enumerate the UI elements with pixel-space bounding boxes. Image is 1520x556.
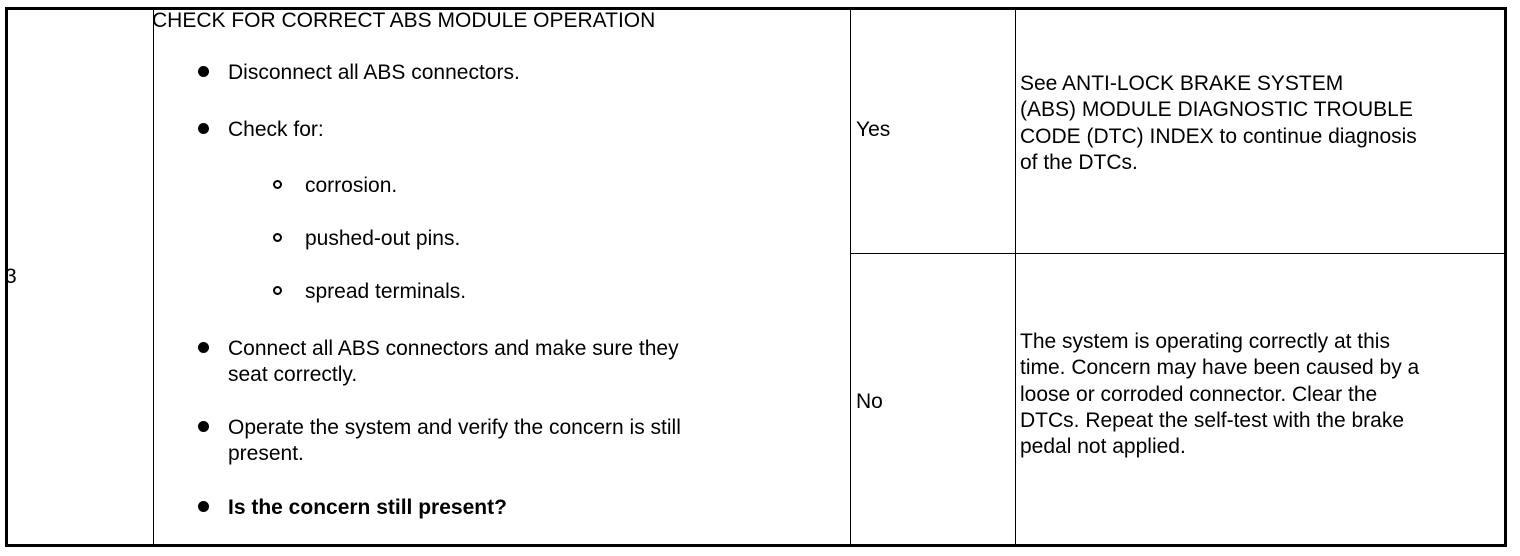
circle-bullet-icon: [273, 233, 282, 242]
check-text: pushed-out pins.: [305, 227, 461, 250]
result-yes-line: (ABS) MODULE DIAGNOSTIC TROUBLE: [1020, 98, 1413, 122]
instruction-text: Connect all ABS connectors and make sure they: [228, 336, 679, 360]
result-no-line: DTCs. Repeat the self-test with the brake: [1020, 408, 1404, 432]
instruction-item: [152, 117, 842, 143]
check-item: [152, 226, 842, 252]
instruction-text: Disconnect all ABS connectors.: [228, 61, 520, 85]
question-text: Is the concern still present?: [228, 495, 507, 519]
bullet-icon: [198, 501, 209, 512]
result-yes: [1020, 71, 1500, 176]
column-divider-action: [850, 10, 851, 544]
check-item: [152, 279, 842, 305]
instruction-item: [152, 415, 842, 468]
bullet-icon: [198, 123, 209, 134]
bullet-icon: [198, 421, 209, 432]
column-divider-answer: [1015, 10, 1016, 544]
row-divider-yes-no: [851, 253, 1504, 254]
result-no-line: The system is operating correctly at this: [1020, 330, 1390, 353]
result-yes-line: CODE (DTC) INDEX to continue diagnosis: [1020, 124, 1417, 148]
result-no-line: loose or corroded connector. Clear the: [1020, 382, 1378, 406]
bullet-icon: [198, 342, 209, 353]
check-text: corrosion.: [305, 173, 398, 197]
instruction-text: Operate the system and verify the concern is still: [228, 416, 681, 439]
instruction-text-continued: present.: [228, 442, 304, 466]
bullet-icon: [198, 66, 209, 77]
result-yes-line: of the DTCs.: [1020, 150, 1138, 174]
circle-bullet-icon: [273, 286, 282, 295]
circle-bullet-icon: [273, 180, 282, 189]
result-no-line: time. Concern may have been caused by a: [1020, 356, 1420, 380]
instruction-item: [152, 60, 842, 86]
step-title: CHECK FOR CORRECT ABS MODULE OPERATION: [152, 9, 656, 32]
test-step-cell: [152, 8, 842, 521]
answer-no: No: [856, 390, 883, 413]
step-number: 3: [5, 265, 17, 288]
check-item: [152, 173, 842, 199]
step-instructions: [152, 60, 842, 521]
answer-yes: Yes: [856, 118, 891, 141]
result-yes-line: See ANTI-LOCK BRAKE SYSTEM: [1020, 72, 1344, 95]
instruction-item: [152, 336, 842, 389]
instruction-item-question: [152, 495, 842, 521]
instruction-text-continued: seat correctly.: [228, 362, 358, 386]
result-no: [1020, 329, 1500, 460]
instruction-text: Check for:: [228, 117, 324, 141]
result-no-line: pedal not applied.: [1020, 435, 1186, 458]
check-text: spread terminals.: [305, 280, 467, 304]
